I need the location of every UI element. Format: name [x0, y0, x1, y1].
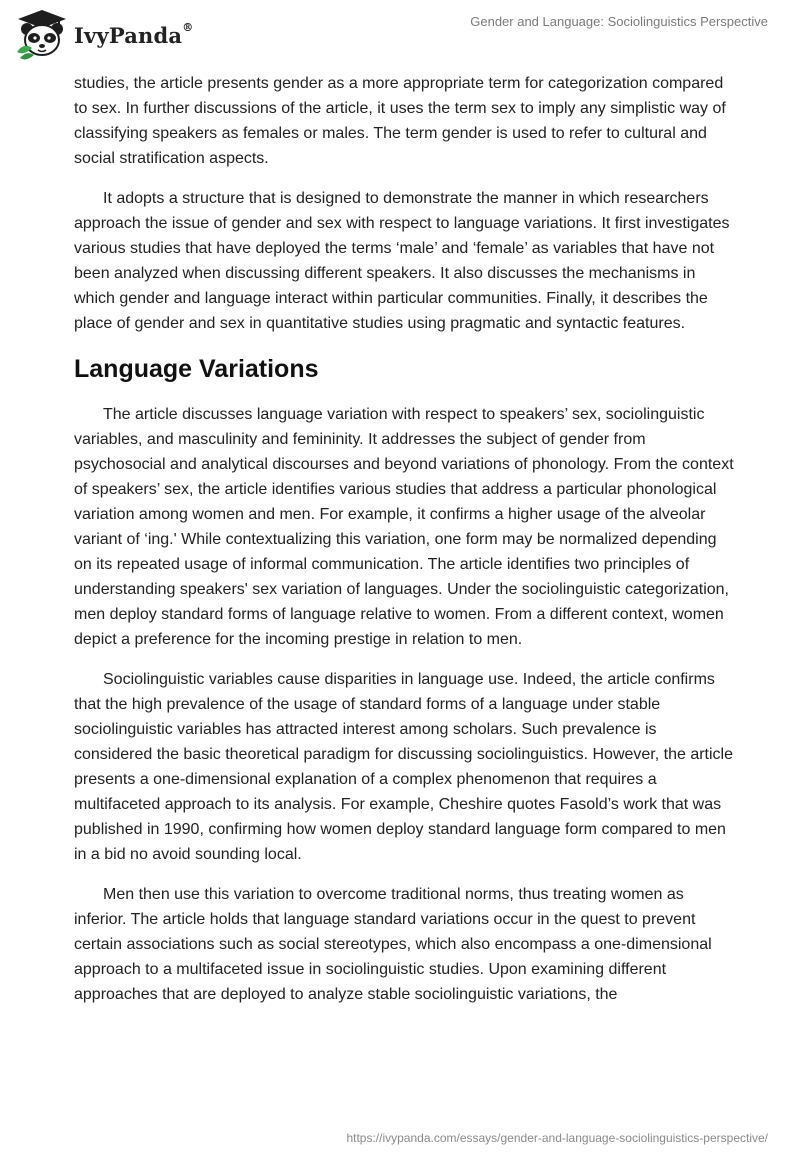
ivypanda-logo[interactable] — [14, 8, 193, 60]
document-title: Gender and Language: Sociolinguistics Perspective — [470, 14, 768, 29]
paragraph: It adopts a structure that is designed to demonstrate the manner in which researchers approach the issue of gender and sex with respect to language variations. It first investigates various studies that have deployed the terms ‘male’ and ‘female’ as variables that have not been analyzed when discussing different speakers. It also discusses the mechanisms in which gender and language interact within particular communities. Finally, it describes the place of gender and sex in quantitative studies using pragmatic and syntactic features. — [74, 190, 730, 332]
paragraph: Men then use this variation to overcome traditional norms, thus treating women as inferior. The article holds that language standard variations occur in the quest to prevent certain associations such as social stereotypes, which also encompass a one-dimensional approach to a multifaceted issue in sociolinguistic studies. Upon examining different approaches that are deployed to analyze stable sociolinguistic variations, the — [74, 886, 712, 1003]
paragraph: Sociolinguistic variables cause disparities in language use. Indeed, the article confirms that the high prevalence of the usage of standard forms of a language under stable sociolinguistic variables has attracted interest among scholars. Such prevalence is considered the basic theoretical paradigm for discussing sociolinguistics. However, the article presents a one-dimensional explanation of a complex phenomenon that requires a multifaceted approach to its analysis. For example, Cheshire quotes Fasold’s work that was published in 1990, confirming how women deploy standard language form compared to men in a bid no avoid sounding local. — [74, 671, 733, 863]
page-header — [0, 0, 800, 70]
registered-mark: ® — [182, 20, 194, 34]
paragraph: The article discusses language variation with respect to speakers’ sex, sociolinguistic variables, and masculinity and femininity. It addresses the subject of gender from psychosocial and analytical discourses and beyond variations of phonology. From the context of speakers’ sex, the article identifies various studies that address a particular phonological variation among women and men. For example, it confirms a higher usage of the alveolar variant of ‘ing.' While contextualizing this variation, one form may be normalized depending on its repeated usage of informal communication. The article identifies two principles of understanding speakers' sex variation of languages. Under the sociolinguistic categorization, men deploy standard forms of language relative to women. From a different context, women depict a preference for the incoming prestige in relation to men. — [74, 406, 734, 648]
source-url-link[interactable]: https://ivypanda.com/essays/gender-and-language-sociolinguistics-perspective/ — [346, 1131, 768, 1145]
essay-body — [74, 71, 734, 1022]
brand-name: IvyPanda® — [74, 20, 194, 48]
panda-logo-icon — [14, 8, 70, 60]
paragraph: studies, the article presents gender as a more appropriate term for categorization compared to sex. In further discussions of the article, it uses the term sex to imply any simplistic way of classifying speakers as females or males. The term gender is used to refer to cultural and social stratification aspects. — [74, 75, 726, 167]
section-heading: Language Variations — [74, 355, 319, 383]
